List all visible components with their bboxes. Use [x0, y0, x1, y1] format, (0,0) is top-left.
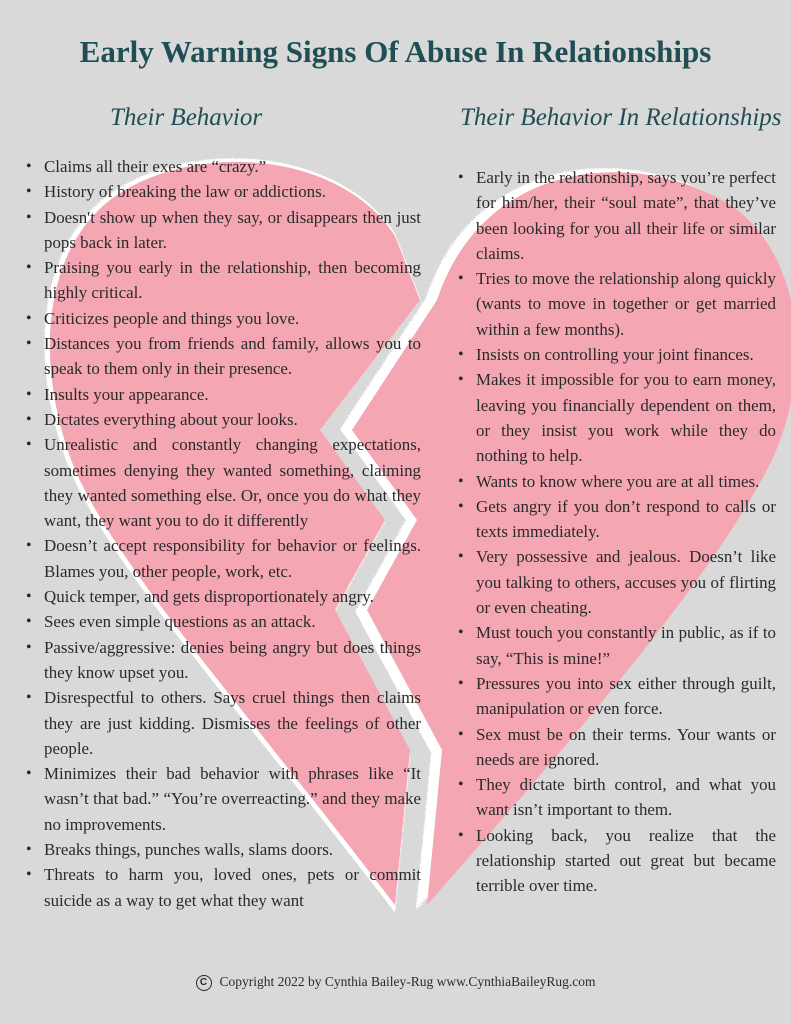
list-item: • Must touch you constantly in public, as if to say, “This is mine!” [450, 620, 776, 671]
list-item: • Doesn't show up when they say, or disappears then just pops back in later. [18, 205, 421, 256]
list-item: • Distances you from friends and family, allows you to speak to them only in their presence. [18, 331, 421, 382]
list-item: • Tries to move the relationship along quickly (wants to move in together or get married within a few months). [450, 266, 776, 342]
left-column-heading: Their Behavior [110, 104, 263, 131]
list-item: • Praising you early in the relationship, then becoming highly critical. [18, 255, 421, 306]
list-item: • Criticizes people and things you love. [18, 306, 421, 331]
list-item: • Sees even simple questions as an attack. [18, 609, 421, 634]
list-item: • Passive/aggressive: denies being angry but does things they know upset you. [18, 635, 421, 686]
list-item: • Quick temper, and gets disproportionately angry. [18, 584, 421, 609]
left-warning-list [18, 154, 421, 913]
copyright-text: Copyright 2022 by Cynthia Bailey-Rug www.CynthiaBaileyRug.com [219, 974, 596, 989]
list-item: • Unrealistic and constantly changing expectations, sometimes denying they wanted something, claiming they wanted something else. Or, once you do what they want, they want you to do it differently [18, 432, 421, 533]
list-item: • Pressures you into sex either through guilt, manipulation or even force. [450, 671, 776, 722]
list-item: • Breaks things, punches walls, slams doors. [18, 837, 421, 862]
list-item: • Insults your appearance. [18, 382, 421, 407]
list-item: • Dictates everything about your looks. [18, 407, 421, 432]
list-item: • Threats to harm you, loved ones, pets or commit suicide as a way to get what they want [18, 862, 421, 913]
page-title: Early Warning Signs Of Abuse In Relationships [79, 34, 712, 69]
list-item: • Doesn’t accept responsibility for behavior or feelings. Blames you, other people, work, etc. [18, 533, 421, 584]
list-item: • They dictate birth control, and what you want isn’t important to them. [450, 772, 776, 823]
list-item: • Looking back, you realize that the relationship started out great but became terrible over time. [450, 823, 776, 899]
right-warning-list [450, 165, 776, 899]
list-item: • Gets angry if you don’t respond to calls or texts immediately. [450, 494, 776, 545]
list-item: • History of breaking the law or addictions. [18, 179, 421, 204]
list-item: • Sex must be on their terms. Your wants or needs are ignored. [450, 722, 776, 773]
list-item: • Very possessive and jealous. Doesn’t like you talking to others, accuses you of flirting or even cheating. [450, 544, 776, 620]
copyright-footer [0, 974, 791, 991]
list-item: • Disrespectful to others. Says cruel things then claims they are just kidding. Dismisses the feelings of other people. [18, 685, 421, 761]
list-item: • Wants to know where you are at all times. [450, 469, 776, 494]
right-column-heading: Their Behavior In Relationships [460, 104, 782, 131]
copyright-icon: C [196, 975, 212, 991]
list-item: • Early in the relationship, says you’re perfect for him/her, their “soul mate”, that they’ve been looking for you all their life or similar claims. [450, 165, 776, 266]
list-item: • Makes it impossible for you to earn money, leaving you financially dependent on them, or they insist you work while they do nothing to help. [450, 367, 776, 468]
list-item: • Claims all their exes are “crazy.” [18, 154, 421, 179]
list-item: • Insists on controlling your joint finances. [450, 342, 776, 367]
list-item: • Minimizes their bad behavior with phrases like “It wasn’t that bad.” “You’re overreacting.” and they make no improvements. [18, 761, 421, 837]
